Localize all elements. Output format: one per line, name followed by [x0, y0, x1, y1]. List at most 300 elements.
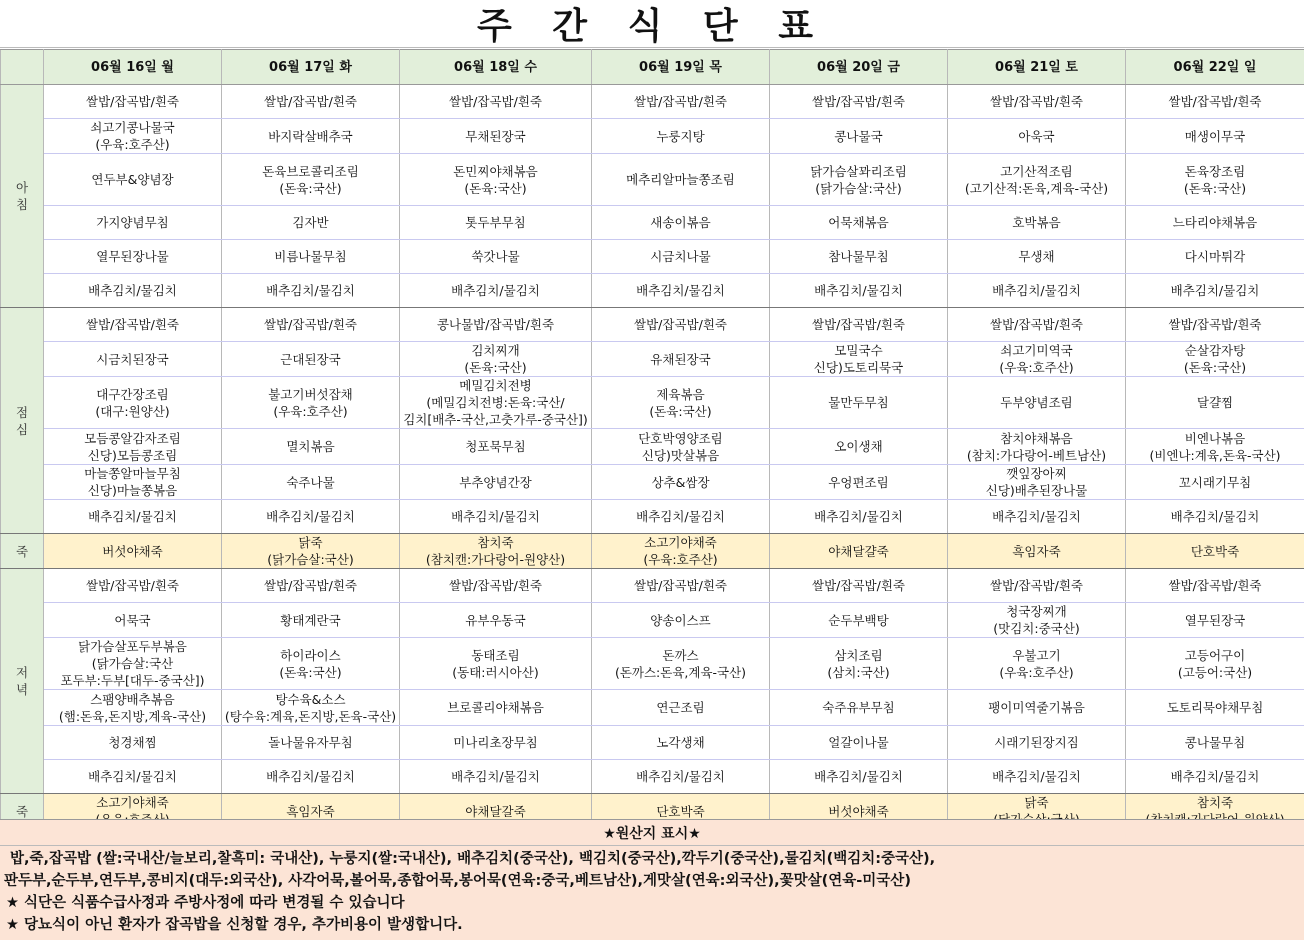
menu-item — [222, 240, 400, 274]
menu-item-line: 우불고기 — [1012, 647, 1061, 663]
menu-item — [592, 154, 770, 206]
menu-item-line: 매생이무국 — [1184, 128, 1246, 144]
menu-item — [400, 500, 592, 534]
menu-item — [770, 500, 948, 534]
menu-item-line: 상추&쌈장 — [651, 474, 710, 490]
menu-item-line: 배추김치/물김치 — [451, 769, 540, 784]
menu-item-line: 소고기야채죽 — [644, 535, 717, 550]
menu-item-line: 포두부:두부[대두-중국산]) — [60, 673, 205, 688]
menu-item-line: 양송이스프 — [650, 612, 711, 628]
menu-item — [1126, 429, 1304, 465]
menu-item — [1126, 377, 1304, 429]
dinner-row — [1, 603, 1304, 638]
lunch-row — [1, 342, 1304, 377]
menu-item — [44, 154, 222, 206]
menu-item-line: 참나물무침 — [828, 249, 889, 264]
menu-item — [222, 569, 400, 603]
menu-item-line: 미나리초장무침 — [453, 735, 538, 750]
menu-item — [44, 569, 222, 603]
menu-item-line: 쌀밥/잡곡밥/흰죽 — [812, 578, 905, 593]
menu-item-line: 쌀밥/잡곡밥/흰죽 — [264, 317, 357, 332]
menu-item-line: 멸치볶음 — [286, 439, 335, 454]
menu-item-line: 근대된장국 — [280, 351, 341, 367]
menu-item-line: 쌀밥/잡곡밥/흰죽 — [1168, 94, 1262, 109]
menu-item — [222, 465, 400, 500]
menu-item-line: 달걀찜 — [1196, 395, 1234, 410]
menu-item-line: 바지락살배추국 — [268, 128, 353, 144]
menu-item-line: 신당)마늘쫑볶음 — [87, 483, 178, 498]
dinner-label — [1, 569, 44, 794]
meal-label-char: 아 — [15, 180, 29, 195]
menu-item-line: 신당)배추된장나물 — [985, 483, 1088, 498]
menu-item-line: 배추김치/물김치 — [1170, 509, 1260, 524]
menu-item-line: 불고기버섯잡채 — [268, 386, 353, 402]
menu-item-line: 삼치조림 — [834, 647, 883, 663]
menu-item-line: 배추김치/물김치 — [88, 283, 177, 298]
menu-item — [1126, 240, 1304, 274]
menu-item — [948, 206, 1126, 240]
menu-item-line: (돈까스:돈육,계육-국산) — [614, 664, 747, 680]
menu-item — [770, 603, 948, 638]
menu-item — [948, 726, 1126, 760]
menu-item-line: (돈육:국산) — [464, 360, 527, 375]
lunch-row — [1, 500, 1304, 534]
menu-item — [1126, 274, 1304, 308]
menu-item — [770, 308, 948, 342]
menu-item — [770, 690, 948, 726]
menu-item-line: (돈육:국산) — [1183, 360, 1247, 375]
menu-item-line: 부추양념간장 — [459, 474, 532, 490]
menu-item — [948, 154, 1126, 206]
menu-item-line: (닭가슴살:국산) — [815, 180, 902, 196]
dinner-row — [1, 638, 1304, 690]
menu-item — [948, 308, 1126, 342]
menu-item-line: 황태계란국 — [280, 612, 341, 628]
menu-item-line: 시금치된장국 — [96, 351, 169, 367]
menu-item-line: 배추김치/물김치 — [636, 283, 725, 298]
menu-item-line: 무채된장국 — [465, 128, 526, 144]
menu-item — [44, 690, 222, 726]
breakfast-row — [1, 206, 1304, 240]
menu-item — [400, 760, 592, 794]
menu-item — [948, 569, 1126, 603]
menu-item — [222, 638, 400, 690]
menu-item — [400, 534, 592, 569]
menu-item-line: 비엔나볶음 — [1184, 430, 1246, 446]
menu-item — [592, 569, 770, 603]
menu-item-line: (동태:러시아산) — [452, 664, 539, 680]
menu-item-line: 쌀밥/잡곡밥/흰죽 — [264, 578, 357, 593]
menu-item-line: 동태조림 — [471, 647, 520, 663]
menu-item — [44, 760, 222, 794]
menu-item — [592, 308, 770, 342]
menu-item — [44, 500, 222, 534]
menu-item-line: 다시마튀각 — [1184, 249, 1246, 264]
origin-section — [0, 819, 1304, 940]
menu-item-line: 느타리야채볶음 — [1172, 215, 1258, 230]
menu-item-line: 열무된장국 — [1184, 612, 1246, 628]
day-header: 06월 22일 일 — [1126, 50, 1304, 85]
menu-item-line: 배추김치/물김치 — [451, 283, 540, 298]
menu-item-line: 깻잎장아찌 — [1006, 466, 1067, 481]
menu-item-line: 팽이미역줄기볶음 — [988, 700, 1085, 715]
menu-item — [592, 429, 770, 465]
menu-item-line: 쌀밥/잡곡밥/흰죽 — [1168, 317, 1262, 332]
menu-item — [400, 465, 592, 500]
menu-item — [592, 638, 770, 690]
menu-item — [222, 726, 400, 760]
origin-line-1: 밥,죽,잡곡밥 (쌀:국내산/늘보리,찰흑미: 국내산), 누룽지(쌀:국내산), 배추김치(중국산), 백김치(중국산),깍두기(중국산),물김치(백김치:중국산), — [10, 851, 936, 867]
breakfast-row — [1, 274, 1304, 308]
menu-item-line: 흑임자죽 — [1012, 543, 1061, 559]
menu-item-line: 쌀밥/잡곡밥/흰죽 — [449, 578, 542, 593]
menu-item-line: (돈육:국산) — [1183, 180, 1247, 196]
menu-item — [592, 206, 770, 240]
menu-item-line: 배추김치/물김치 — [266, 769, 355, 784]
menu-item — [222, 308, 400, 342]
menu-item-line: 청국장찌개 — [1006, 604, 1067, 619]
menu-item-line: 청포묵무침 — [465, 439, 526, 454]
menu-item-line: 닭가슴살포두부볶음 — [78, 639, 187, 654]
menu-item-line: 톳두부무침 — [465, 215, 526, 230]
menu-item — [44, 274, 222, 308]
menu-item-line: 쌀밥/잡곡밥/흰죽 — [264, 94, 357, 109]
menu-item — [592, 500, 770, 534]
menu-item-line: 하이라이스 — [280, 647, 341, 663]
lunch-row — [1, 377, 1304, 429]
menu-item-line: (돈육:국산) — [279, 180, 342, 196]
menu-item-line: 쌀밥/잡곡밥/흰죽 — [990, 317, 1083, 332]
menu-item-line: 김치찌개 — [471, 343, 520, 358]
menu-item-line: 콩나물밥/잡곡밥/흰죽 — [436, 317, 555, 332]
menu-item — [592, 240, 770, 274]
menu-item-line: 모밀국수 — [834, 343, 883, 358]
menu-item — [400, 240, 592, 274]
menu-item-line: 돈까스 — [662, 647, 699, 663]
dinner-row — [1, 726, 1304, 760]
menu-item — [44, 534, 222, 569]
menu-item — [44, 240, 222, 274]
menu-item-line: (탕수육:계육,돈지방,돈육-국산) — [224, 708, 397, 724]
menu-item — [1126, 603, 1304, 638]
weekly-menu-table — [0, 49, 1304, 829]
menu-item-line: 닭가슴살꽈리조림 — [810, 163, 907, 179]
menu-item — [1126, 569, 1304, 603]
menu-item — [1126, 638, 1304, 690]
header-corner — [1, 50, 44, 85]
menu-item-line: 배추김치/물김치 — [1170, 769, 1260, 784]
page-title: 주 간 식 단 표 — [0, 0, 1304, 48]
menu-item-line: 야채달갈죽 — [465, 803, 526, 819]
menu-item-line: 물만두무침 — [828, 395, 889, 410]
menu-item — [222, 85, 400, 119]
menu-item-line: 청경채찜 — [108, 735, 157, 750]
menu-item — [592, 274, 770, 308]
menu-item-line: 배추김치/물김치 — [88, 769, 177, 784]
menu-item-line: 배추김치/물김치 — [814, 509, 903, 524]
menu-item-line: (닭가슴살:국산 — [91, 656, 174, 671]
menu-item-line: (맛김치:중국산) — [993, 621, 1080, 636]
menu-item — [1126, 465, 1304, 500]
menu-item-line: 돈육장조림 — [1184, 163, 1246, 179]
meal-label-char: 저 — [15, 665, 29, 680]
menu-item — [592, 534, 770, 569]
menu-item-line: 단호박죽 — [656, 803, 705, 819]
menu-item-line: 배추김치/물김치 — [814, 283, 903, 298]
porridge-label: 죽 — [1, 794, 44, 829]
menu-item — [948, 240, 1126, 274]
menu-item — [222, 760, 400, 794]
menu-item — [770, 377, 948, 429]
day-header: 06월 19일 목 — [592, 50, 770, 85]
menu-item — [948, 377, 1126, 429]
menu-item — [948, 500, 1126, 534]
menu-item-line: (고기산적:돈육,계육-국산) — [964, 180, 1109, 196]
menu-item-line: 소고기야채죽 — [96, 795, 169, 810]
menu-item — [222, 119, 400, 154]
menu-item-line: 순살감자탕 — [1184, 343, 1246, 358]
menu-item — [400, 377, 592, 429]
menu-item — [1126, 690, 1304, 726]
dinner-row — [1, 690, 1304, 726]
menu-item-line: 비름나물무침 — [274, 249, 347, 264]
menu-item-line: 배추김치/물김치 — [636, 769, 725, 784]
menu-item — [592, 465, 770, 500]
menu-item-line: 쌀밥/잡곡밥/흰죽 — [634, 94, 727, 109]
menu-item-line: (햄:돈육,돈지방,계육-국산) — [58, 708, 207, 724]
menu-item-line: 돌나물유자무침 — [268, 735, 353, 750]
menu-item — [44, 119, 222, 154]
menu-item — [400, 119, 592, 154]
menu-item-line: (닭가슴살:국산) — [267, 552, 354, 567]
menu-item-line: 배추김치/물김치 — [266, 509, 355, 524]
menu-item-line: 고기산적조림 — [1000, 163, 1073, 179]
menu-item-line: (우육:호주산) — [643, 552, 718, 567]
menu-item-line: 버섯야채죽 — [102, 543, 163, 559]
menu-item-line: 가지양념무침 — [96, 215, 169, 230]
menu-item-line: 얼갈이나물 — [828, 735, 889, 750]
menu-item-line: (돈육:국산) — [464, 180, 527, 196]
menu-item — [400, 603, 592, 638]
menu-item — [44, 206, 222, 240]
menu-item — [222, 534, 400, 569]
menu-item-line: 배추김치/물김치 — [992, 509, 1081, 524]
meal-label-char: 점 — [15, 404, 29, 420]
menu-item-line: 연두부&양념장 — [91, 172, 174, 187]
menu-item-line: 김치[배추-국산,고춧가루-중국산]) — [403, 412, 588, 427]
meal-label-char: 녁 — [15, 682, 29, 697]
menu-item-line: 순두부백탕 — [828, 612, 889, 628]
menu-item — [44, 638, 222, 690]
menu-item-line: 오이생채 — [834, 439, 883, 454]
menu-item-line: 연근조림 — [656, 700, 705, 715]
notice-extra-cost: ★ 당뇨식이 아닌 환자가 잡곡밥을 신청할 경우, 추가비용이 발생합니다. — [6, 917, 463, 933]
menu-item — [1126, 206, 1304, 240]
menu-item-line: 메밀김치전병 — [459, 378, 532, 393]
menu-item — [770, 760, 948, 794]
day-header: 06월 16일 월 — [44, 50, 222, 85]
menu-item-line: 탕수육&소스 — [275, 691, 346, 707]
menu-item-line: 메추리알마늘쫑조림 — [626, 172, 735, 187]
menu-item — [1126, 119, 1304, 154]
day-header: 06월 18일 수 — [400, 50, 592, 85]
menu-item — [1126, 342, 1304, 377]
menu-item — [222, 690, 400, 726]
menu-item-line: 신당)도토리묵국 — [813, 360, 904, 375]
day-header: 06월 21일 토 — [948, 50, 1126, 85]
menu-item-line: 참치야채볶음 — [1000, 430, 1073, 446]
menu-item-line: 어묵채볶음 — [828, 215, 889, 230]
menu-item-line: 숙주유부무침 — [822, 700, 895, 715]
menu-item-line: (메밀김치전병:돈육:국산/ — [426, 395, 565, 410]
menu-item-line: 무생채 — [1018, 249, 1055, 264]
meal-label-char: 침 — [15, 197, 29, 212]
lunch-row — [1, 465, 1304, 500]
menu-item — [592, 760, 770, 794]
menu-item — [222, 500, 400, 534]
dinner-row — [1, 569, 1304, 603]
menu-item — [948, 274, 1126, 308]
menu-item-line: 단호박영양조림 — [638, 430, 723, 446]
menu-item — [1126, 760, 1304, 794]
menu-item — [948, 760, 1126, 794]
breakfast-row — [1, 85, 1304, 119]
menu-item — [770, 154, 948, 206]
menu-item — [400, 638, 592, 690]
menu-item — [400, 569, 592, 603]
menu-item-line: 유채된장국 — [650, 351, 711, 367]
menu-item — [44, 726, 222, 760]
menu-item — [44, 308, 222, 342]
menu-item — [44, 85, 222, 119]
origin-line-2: 판두부,순두부,연두부,콩비지(대두:외국산), 사각어묵,볼어묵,종합어묵,봉어묵(연육:중국,베트남산),게맛살(연육:외국산),꽃맛살(연육-미국산) — [4, 873, 911, 889]
menu-item — [770, 206, 948, 240]
menu-item — [770, 429, 948, 465]
menu-item-line: 대구간장조림 — [96, 386, 169, 402]
menu-item — [222, 377, 400, 429]
menu-item — [400, 274, 592, 308]
menu-item — [44, 465, 222, 500]
menu-item-line: 야채달걀죽 — [828, 543, 889, 559]
meal-label-char: 심 — [15, 421, 29, 437]
menu-item-line: 배추김치/물김치 — [814, 769, 903, 784]
menu-item — [44, 603, 222, 638]
menu-item-line: 쌀밥/잡곡밥/흰죽 — [634, 317, 727, 332]
menu-item — [948, 465, 1126, 500]
menu-item-line: 쌀밥/잡곡밥/흰죽 — [990, 578, 1083, 593]
menu-item-line: 단호박죽 — [1190, 543, 1240, 559]
menu-item-line: (삼치:국산) — [827, 664, 890, 680]
menu-item — [1126, 500, 1304, 534]
menu-item-line: 배추김치/물김치 — [992, 769, 1081, 784]
menu-item-line: 쇠고기미역국 — [1000, 343, 1073, 358]
menu-item — [948, 534, 1126, 569]
menu-item-line: (비엔나:계육,돈육-국산) — [1149, 447, 1281, 463]
menu-item — [948, 690, 1126, 726]
menu-item-line: 쌀밥/잡곡밥/흰죽 — [990, 94, 1083, 109]
menu-item-line: (고등어:국산) — [1177, 664, 1253, 680]
breakfast-row — [1, 240, 1304, 274]
menu-item — [44, 429, 222, 465]
menu-item — [948, 638, 1126, 690]
origin-title: ★원산지 표시★ — [0, 820, 1304, 846]
menu-item-line: 쌀밥/잡곡밥/흰죽 — [449, 94, 542, 109]
menu-item — [400, 429, 592, 465]
menu-item — [592, 342, 770, 377]
menu-item — [400, 342, 592, 377]
menu-item — [592, 119, 770, 154]
menu-item — [400, 206, 592, 240]
breakfast-row — [1, 119, 1304, 154]
menu-item — [770, 726, 948, 760]
menu-item — [1126, 308, 1304, 342]
lunch-row — [1, 308, 1304, 342]
menu-item-line: (돈육:국산) — [649, 403, 712, 419]
menu-item-line: 흑임자죽 — [286, 803, 335, 819]
menu-item — [592, 377, 770, 429]
menu-item-line: 노각생채 — [656, 735, 705, 750]
dinner-row — [1, 760, 1304, 794]
menu-item-line: 신당)모듬콩조림 — [87, 447, 178, 463]
menu-item-line: 쌀밥/잡곡밥/흰죽 — [1168, 578, 1262, 593]
menu-item-line: 어묵국 — [114, 612, 151, 628]
menu-item-line: (대구:원양산) — [95, 403, 170, 419]
porridge-label: 죽 — [1, 534, 44, 569]
menu-item — [948, 603, 1126, 638]
menu-item-line: (우육:호주산) — [95, 137, 170, 152]
menu-item-line: (우육:호주산) — [999, 664, 1074, 680]
menu-item-line: 쌀밥/잡곡밥/흰죽 — [812, 317, 905, 332]
menu-item — [948, 429, 1126, 465]
menu-item-line: 두부양념조림 — [1000, 395, 1073, 410]
menu-item — [1126, 154, 1304, 206]
menu-item-line: 배추김치/물김치 — [88, 509, 177, 524]
menu-item — [592, 726, 770, 760]
lunch-label — [1, 308, 44, 534]
menu-item — [222, 274, 400, 308]
menu-item-line: 열무된장나물 — [96, 249, 169, 264]
menu-item-line: 참치죽 — [477, 535, 514, 550]
menu-item-line: 새송이볶음 — [650, 215, 711, 230]
menu-item-line: 콩나물국 — [834, 128, 883, 144]
menu-item-line: 시래기된장지짐 — [994, 735, 1079, 750]
menu-item-line: 쌀밥/잡곡밥/흰죽 — [86, 578, 179, 593]
menu-item-line: 모듬콩알감자조림 — [84, 430, 181, 446]
menu-item — [770, 85, 948, 119]
menu-item-line: (돈육:국산) — [279, 664, 342, 680]
menu-item — [400, 726, 592, 760]
menu-item-line: 신당)맛살볶음 — [641, 447, 720, 463]
menu-item — [1126, 85, 1304, 119]
menu-item — [1126, 534, 1304, 569]
menu-item-line: 스팸양배추볶음 — [90, 691, 175, 707]
menu-item-line: 시금치나물 — [650, 249, 711, 264]
menu-item-line: 참치죽 — [1196, 795, 1234, 810]
menu-item — [948, 119, 1126, 154]
menu-item-line: 브로콜리야채볶음 — [447, 700, 544, 715]
menu-item-line: 도토리묵야채무침 — [1166, 700, 1264, 715]
menu-item-line: 아욱국 — [1018, 128, 1055, 144]
menu-item — [592, 603, 770, 638]
menu-item-line: 누룽지탕 — [656, 128, 705, 144]
menu-item — [400, 308, 592, 342]
menu-item-line: 닭죽 — [298, 535, 323, 550]
menu-item-line: 숙주나물 — [286, 474, 335, 490]
menu-item-line: (참치:가다랑어-베트남산) — [966, 447, 1107, 463]
menu-item-line: 배추김치/물김치 — [1170, 283, 1260, 298]
breakfast-row — [1, 154, 1304, 206]
menu-item — [770, 119, 948, 154]
